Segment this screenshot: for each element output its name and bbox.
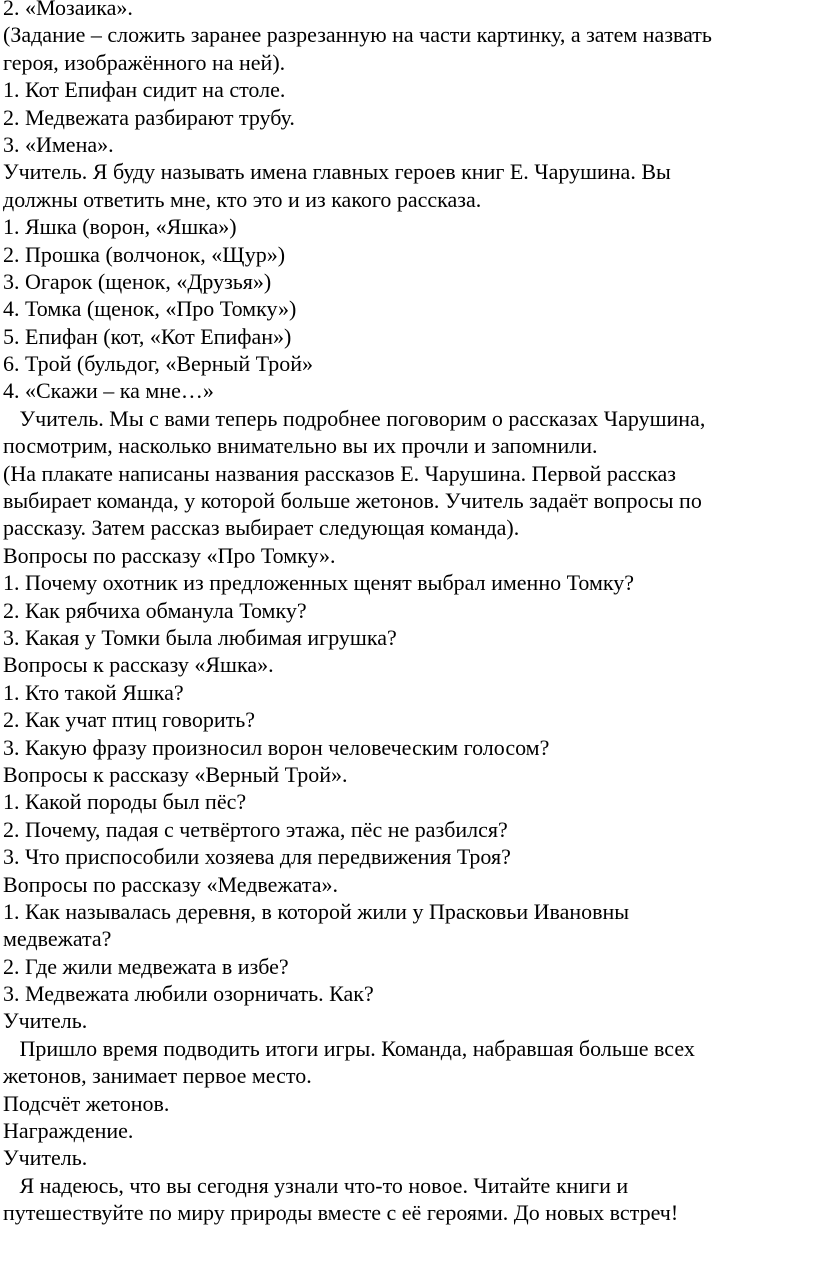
text-line: (Задание – сложить заранее разрезанную на части картинку, а затем назвать [3,22,712,48]
text-line: Учитель. Я буду называть имена главных героев книг Е. Чарушина. Вы [3,159,671,185]
text-line: медвежата? [3,926,112,952]
text-line: Учитель. Мы с вами теперь подробнее поговорим о рассказах Чарушина, [3,405,706,431]
text-line: рассказу. Затем рассказ выбирает следующая команда). [3,515,520,541]
text-line: 2. Медвежата разбирают трубу. [3,104,295,130]
text-line: героя, изображённого на ней). [3,49,286,75]
text-line: Вопросы по рассказу «Медвежата». [3,871,338,897]
text-line: 3. «Имена». [3,131,114,157]
text-line: должны ответить мне, кто это и из какого рассказа. [3,186,482,212]
text-line: 4. Томка (щенок, «Про Томку») [3,296,297,322]
text-line: Учитель. [3,1008,88,1034]
text-line: 1. Кот Епифан сидит на столе. [3,77,286,103]
document-body [3,0,816,1227]
text-line: 2. Прошка (волчонок, «Щур») [3,241,286,267]
text-line: 1. Почему охотник из предложенных щенят выбрал именно Томку? [3,570,635,596]
text-line: Учитель. [3,1145,88,1171]
text-line: 2. Где жили медвежата в избе? [3,953,289,979]
text-line: Вопросы по рассказу «Про Томку». [3,542,336,568]
text-line: путешествуйте по миру природы вместе с её героями. До новых встреч! [3,1200,679,1226]
text-line: 3. Медвежата любили озорничать. Как? [3,981,374,1007]
text-line: 1. Кто такой Яшка? [3,679,184,705]
text-line: посмотрим, насколько внимательно вы их прочли и запомнили. [3,433,598,459]
text-line: 2. Как учат птиц говорить? [3,707,256,733]
text-line: выбирает команда, у которой больше жетонов. Учитель задаёт вопросы по [3,488,702,514]
text-line: 1. Как называлась деревня, в которой жили у Прасковьи Ивановны [3,898,630,924]
text-line: 1. Яшка (ворон, «Яшка») [3,214,237,240]
text-line: 2. Почему, падая с четвёртого этажа, пёс не разбился? [3,816,508,842]
text-line: 1. Какой породы был пёс? [3,789,247,815]
text-line: 5. Епифан (кот, «Кот Епифан») [3,323,292,349]
text-line: Я надеюсь, что вы сегодня узнали что-то новое. Читайте книги и [3,1172,629,1198]
text-line: (На плакате написаны названия рассказов Е. Чарушина. Первой рассказ [3,460,676,486]
text-line: Вопросы к рассказу «Яшка». [3,652,274,678]
text-line: 3. Какая у Томки была любимая игрушка? [3,624,397,650]
text-line: 2. Как рябчиха обманула Томку? [3,597,307,623]
text-line: Вопросы к рассказу «Верный Трой». [3,761,348,787]
text-line: 2. «Мозаика». [3,0,133,20]
text-line: 3. Огарок (щенок, «Друзья») [3,268,272,294]
text-line: 4. «Скажи – ка мне…» [3,378,214,404]
text-line: Награждение. [3,1118,134,1144]
text-line: Пришло время подводить итоги игры. Команда, набравшая больше всех [3,1035,695,1061]
text-line: Подсчёт жетонов. [3,1090,170,1116]
text-line: 3. Что приспособили хозяева для передвижения Троя? [3,844,511,870]
text-line: 3. Какую фразу произносил ворон человеческим голосом? [3,734,550,760]
text-line: 6. Трой (бульдог, «Верный Трой» [3,351,313,377]
text-line: жетонов, занимает первое место. [3,1063,312,1089]
